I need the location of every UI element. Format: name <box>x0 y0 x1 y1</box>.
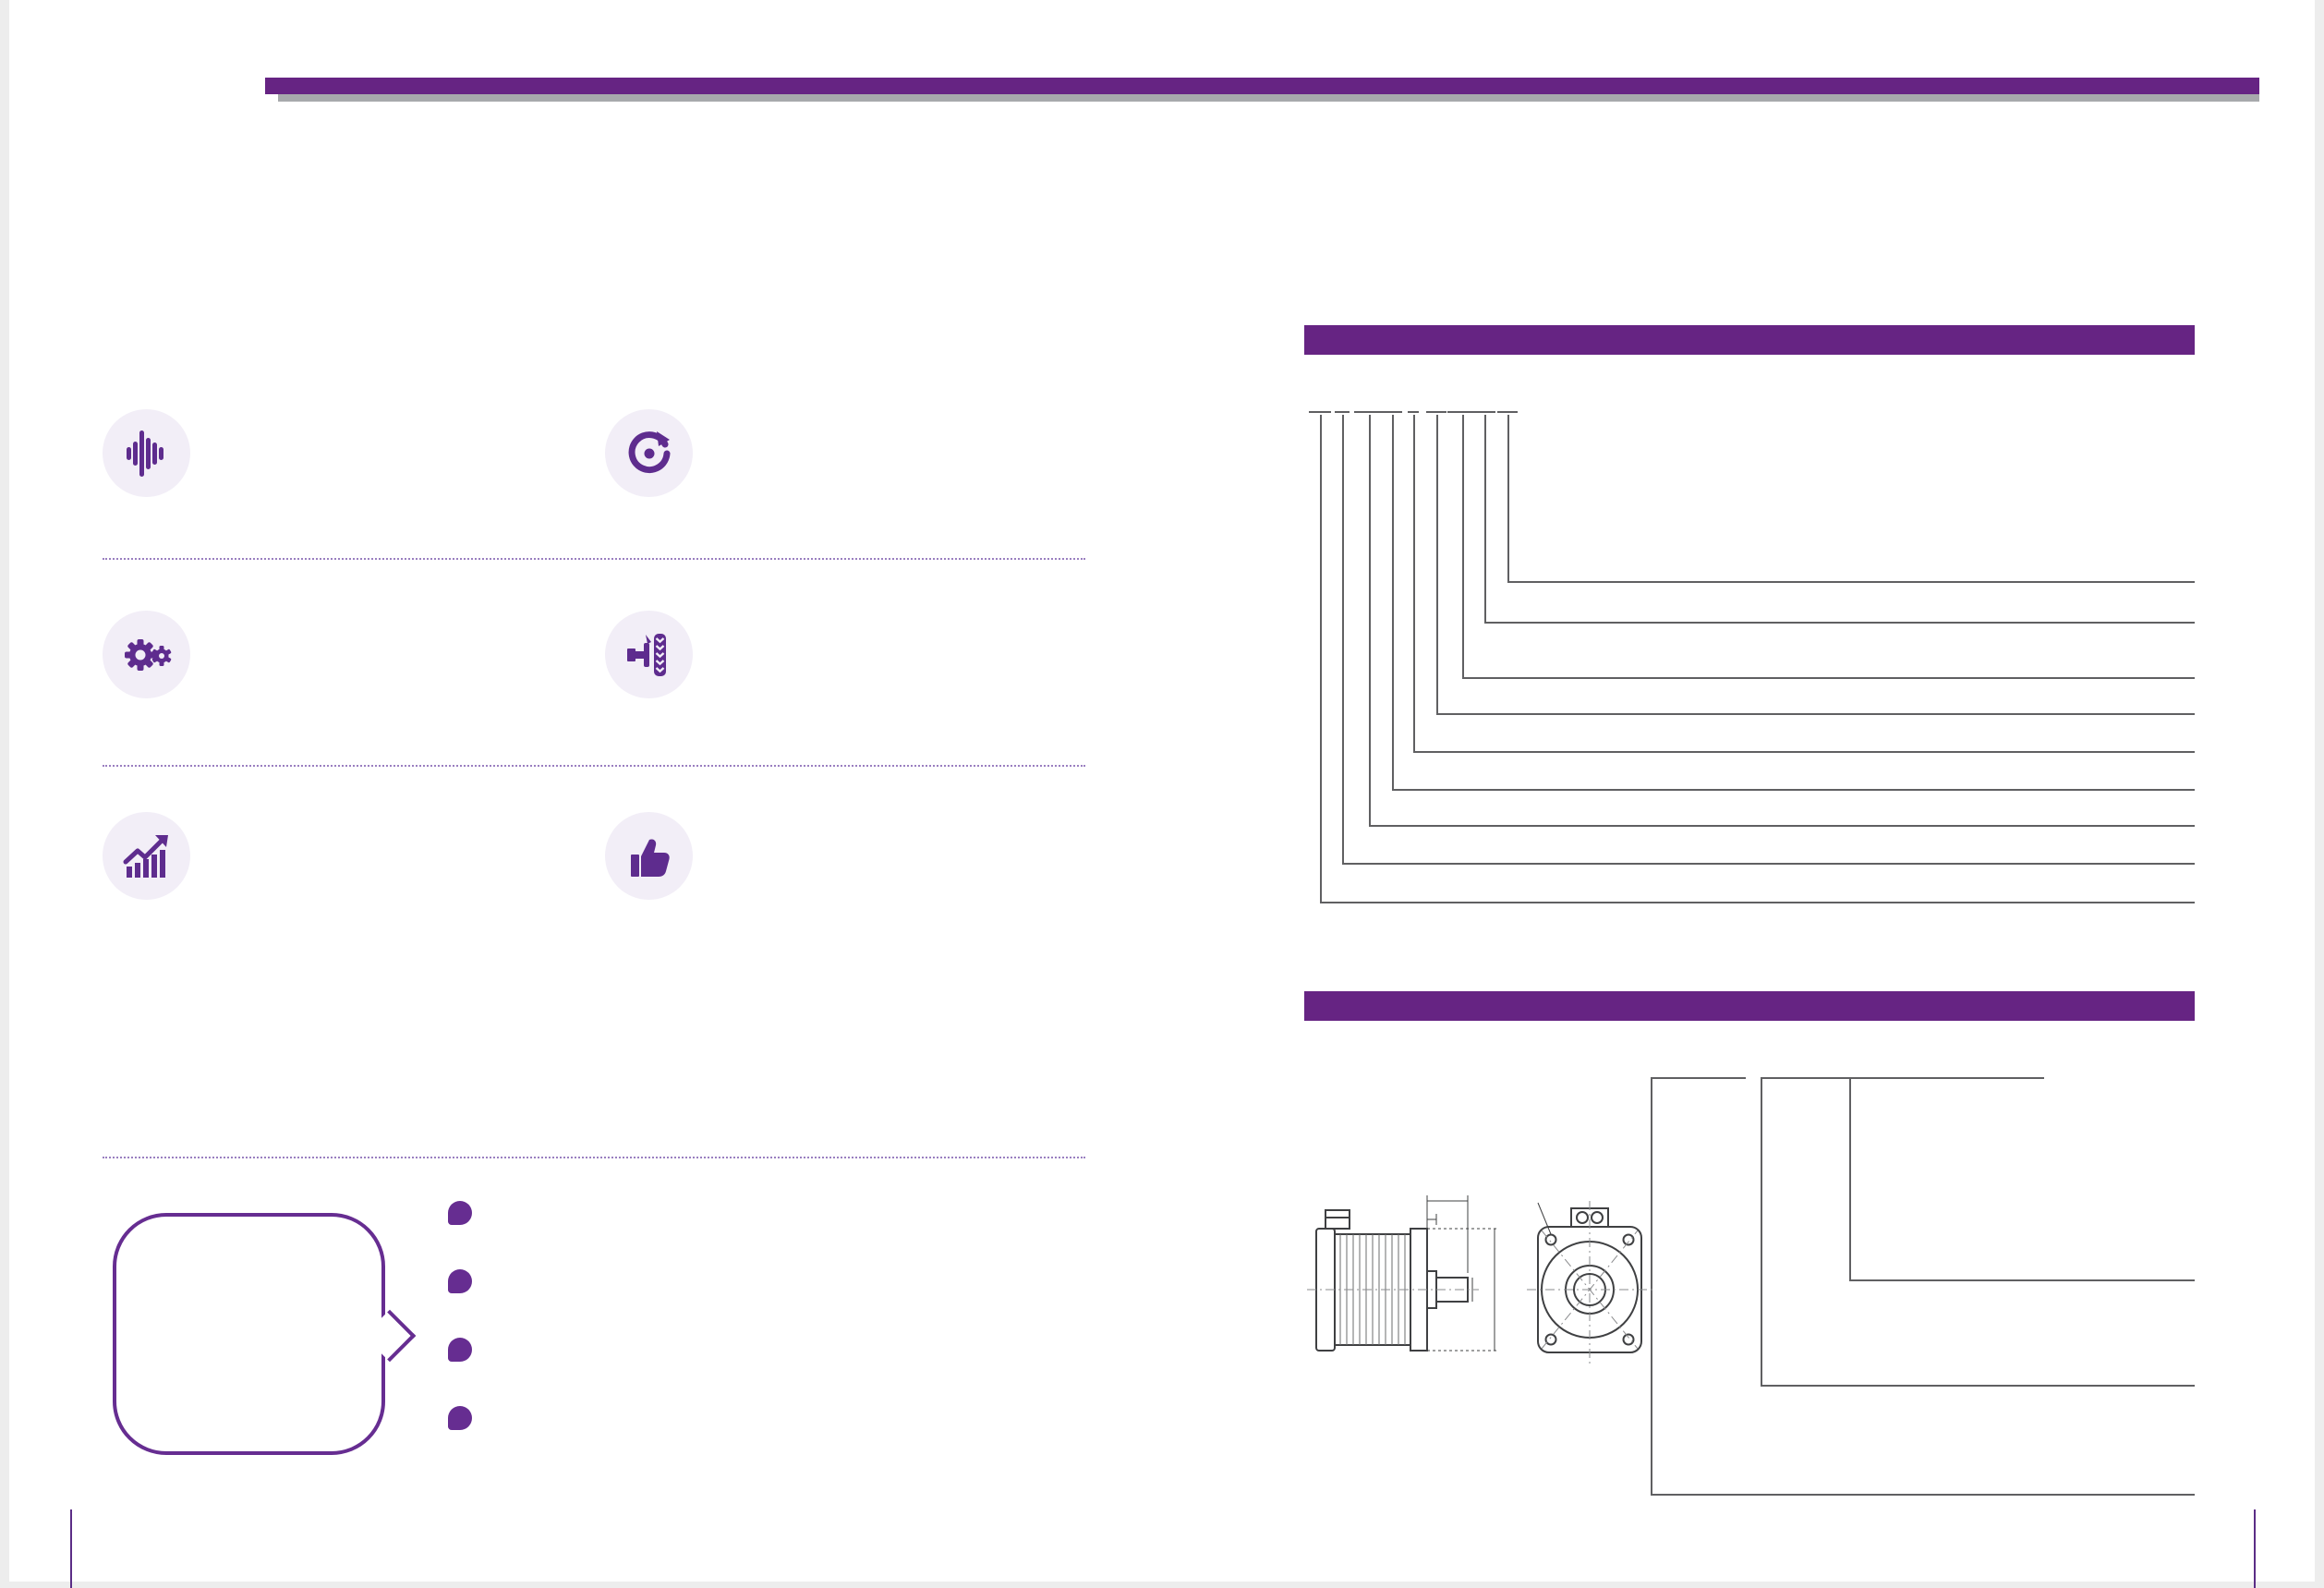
callout-line <box>1849 1279 2195 1281</box>
motor-drawing <box>1305 1173 1656 1404</box>
callout-line <box>1761 1079 1762 1385</box>
callout-line <box>1320 415 1322 902</box>
divider <box>103 1157 1085 1158</box>
feature-high-torque <box>605 599 1048 623</box>
callout-line <box>1651 1494 2195 1496</box>
application-item-3 <box>448 1338 1113 1344</box>
callout-line <box>1436 713 2195 715</box>
divider <box>103 765 1085 767</box>
application-item-4 <box>448 1406 1113 1412</box>
divider <box>103 558 1085 560</box>
token-underline <box>1473 411 1495 413</box>
callout-line <box>1462 415 1464 677</box>
gears-icon <box>103 611 190 698</box>
thumb-up-icon <box>605 812 693 900</box>
callout-line <box>1484 622 2195 624</box>
callout-line <box>1761 1385 2195 1387</box>
header-purple-bar <box>265 78 2259 94</box>
page-number-rule <box>70 1509 72 1588</box>
header-gray-bar <box>278 94 2259 102</box>
application-bubble <box>113 1213 385 1455</box>
feature-high-stability <box>605 800 1048 824</box>
page-edge-bottom <box>0 1582 2324 1588</box>
feature-low-backlash <box>103 599 546 623</box>
callout-line <box>1507 581 2195 583</box>
rotation-arrow-icon <box>605 409 693 497</box>
callout-line <box>1413 415 1415 751</box>
torque-wheel-icon <box>605 611 693 698</box>
token-underline <box>1382 411 1402 413</box>
application-item-2 <box>448 1269 1113 1276</box>
motor-dimension-banner <box>1304 991 2195 1021</box>
token-underline <box>1354 411 1384 413</box>
item-number-badge <box>448 1338 472 1362</box>
token-underline <box>1309 411 1331 413</box>
callout-line <box>1369 415 1371 825</box>
formula-underline <box>1651 1077 1746 1079</box>
callout-line <box>1342 863 2195 865</box>
callout-line <box>1436 415 1438 713</box>
page-edge-left <box>0 0 9 1588</box>
callout-line <box>1849 1079 1851 1279</box>
reducer-model-banner <box>1304 325 2195 355</box>
callout-line <box>1462 677 2195 679</box>
callout-line <box>1320 902 2195 903</box>
token-underline <box>1497 411 1518 413</box>
callout-line <box>1392 415 1394 789</box>
token-underline <box>1426 411 1446 413</box>
callout-line <box>1413 751 2195 753</box>
callout-line <box>1484 415 1486 622</box>
token-underline <box>1408 411 1419 413</box>
callout-line <box>1392 789 2195 791</box>
item-number-badge <box>448 1201 472 1225</box>
page-number-rule <box>2254 1509 2256 1588</box>
token-underline <box>1335 411 1350 413</box>
feature-low-noise <box>103 397 546 421</box>
bar-chart-up-icon <box>103 812 190 900</box>
item-number-badge <box>448 1406 472 1430</box>
callout-line <box>1507 415 1509 581</box>
callout-line <box>1342 415 1344 863</box>
item-number-badge <box>448 1269 472 1293</box>
feature-high-input-speed <box>605 397 1048 421</box>
application-item-1 <box>448 1201 1113 1207</box>
formula-underline <box>1849 1077 2044 1079</box>
callout-line <box>1369 825 2195 827</box>
feature-high-efficiency <box>103 800 546 824</box>
page-edge-right <box>2315 0 2324 1588</box>
waveform-icon <box>103 409 190 497</box>
